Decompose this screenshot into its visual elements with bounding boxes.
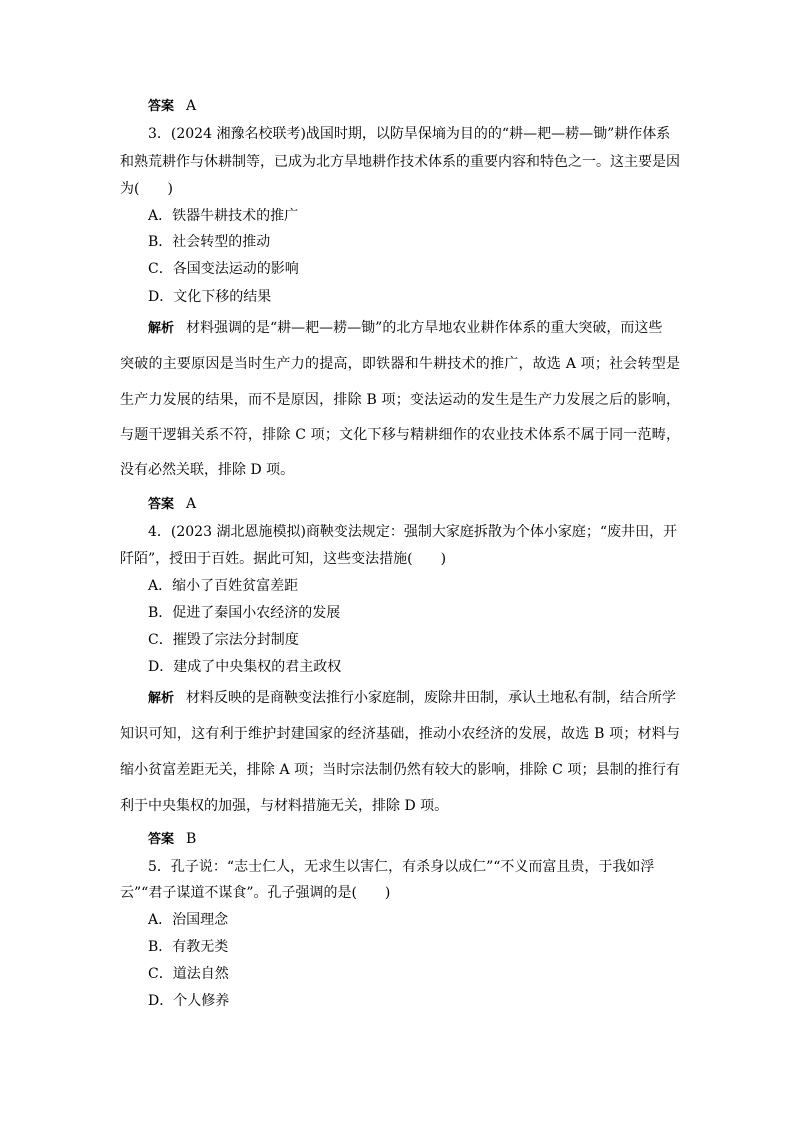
- q4-stem-line-1: 4．(2023 湖北恩施模拟)商鞅变法规定：强制大家庭拆散为个体小家庭；“废井田，开: [148, 524, 678, 540]
- analysis-label: 解析: [148, 321, 175, 336]
- q4-option-a: A．缩小了百姓贫富差距: [148, 578, 299, 594]
- q4-option-b: B．促进了秦国小农经济的发展: [148, 605, 341, 621]
- q3-analysis-line-4: 与题干逻辑关系不符，排除 C 项；文化下移与精耕细作的农业技术体系不属于同一范畴，: [120, 427, 680, 443]
- q3-option-c: C．各国变法运动的影响: [148, 261, 299, 277]
- q3-stem-line-2: 和熟荒耕作与休耕制等，已成为北方旱地耕作技术体系的重要内容和特色之一。这主要是因: [120, 154, 680, 170]
- q3-analysis-line-3: 生产力发展的结果，而不是原因，排除 B 项；变法运动的发生是生产力发展之后的影响，: [120, 392, 680, 408]
- q4-analysis-line-4: 利于中央集权的加强，与材料措施无关，排除 D 项。: [120, 798, 449, 814]
- answer-line-q4: [148, 829, 708, 850]
- q4-analysis-line-1: [148, 688, 680, 709]
- q4-stem-line-2: 阡陌”，授田于百姓。据此可知，这些变法措施( ): [120, 551, 447, 567]
- q5-option-a: A．治国理念: [148, 912, 229, 928]
- q3-option-d: D．文化下移的结果: [148, 289, 272, 305]
- q5-stem-line-2: 云”“君子谋道不谋食”。孔子强调的是( ): [120, 885, 391, 901]
- q3-option-a: A．铁器牛耕技术的推广: [148, 208, 299, 224]
- q3-analysis-line-5: 没有必然关联，排除 D 项。: [120, 462, 295, 478]
- q4-analysis-text: 材料反映的是商鞅变法推行小家庭制，废除井田制，承认土地私有制，结合所学: [186, 690, 677, 706]
- analysis-label: 解析: [148, 691, 175, 706]
- answer-line-q3: [148, 494, 708, 515]
- q4-analysis-line-3: 缩小贫富差距无关，排除 A 项；当时宗法制仍然有较大的影响，排除 C 项；县制的推行有: [120, 762, 680, 778]
- answer-label: 答案: [148, 832, 175, 847]
- answer-value: A: [186, 496, 197, 512]
- answer-value: A: [186, 98, 197, 114]
- answer-line-q2: [148, 96, 708, 117]
- q3-analysis-line-2: 突破的主要原因是当时生产力的提高，即铁器和牛耕技术的推广，故选 A 项；社会转型是: [120, 356, 680, 372]
- q5-option-b: B．有教无类: [148, 939, 229, 955]
- q3-stem-line-1: 3．(2024 湘豫名校联考)战国时期，以防旱保墒为目的的“耕—耙—耢—锄”耕作体系: [148, 126, 671, 142]
- q3-analysis-text: 材料强调的是“耕—耙—耢—锄”的北方旱地农业耕作体系的重大突破，而这些: [186, 320, 663, 336]
- answer-label: 答案: [148, 497, 175, 512]
- q5-option-c: C．道法自然: [148, 966, 229, 982]
- q3-stem-line-3: 为( ): [120, 181, 173, 197]
- q3-analysis-line-1: [148, 318, 680, 339]
- q5-stem-line-1: 5．孔子说：“志士仁人，无求生以害仁，有杀身以成仁”“不义而富且贵，于我如浮: [148, 859, 655, 875]
- q4-option-d: D．建成了中央集权的君主政权: [148, 659, 342, 675]
- q4-analysis-line-2: 知识可知，这有利于维护封建国家的经济基础，推动小农经济的发展，故选 B 项；材料与: [120, 726, 680, 742]
- q3-option-b: B．社会转型的推动: [148, 234, 271, 250]
- answer-value: B: [186, 831, 197, 847]
- q4-option-c: C．摧毁了宗法分封制度: [148, 632, 299, 648]
- answer-label: 答案: [148, 99, 175, 114]
- q5-option-d: D．个人修养: [148, 993, 230, 1009]
